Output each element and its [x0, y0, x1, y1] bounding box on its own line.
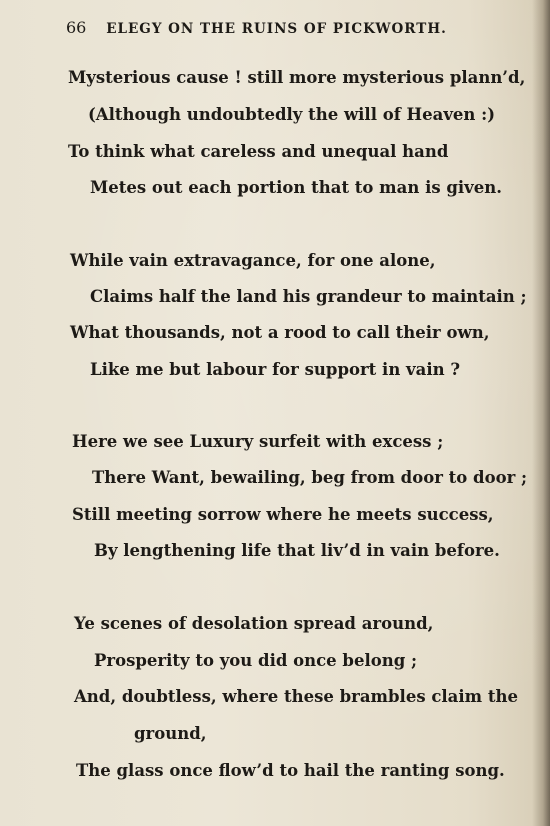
page-number: 66 — [66, 18, 87, 37]
page-header — [66, 18, 520, 37]
verse-line: The glass once flow’d to hail the ranting song. — [76, 761, 505, 780]
verse-line: Mysterious cause ! still more mysterious plann’d, — [68, 68, 526, 87]
verse-line: To think what careless and unequal hand — [68, 142, 449, 161]
verse-line: And, doubtless, where these brambles claim the — [74, 687, 518, 706]
verse-line: Claims half the land his grandeur to maintain ; — [90, 287, 527, 306]
verse-line: While vain extravagance, for one alone, — [70, 251, 436, 270]
verse-line: There Want, bewailing, beg from door to door ; — [92, 468, 528, 487]
verse-line: Here we see Luxury surfeit with excess ; — [72, 432, 444, 451]
verse-line: (Although undoubtedly the will of Heaven :) — [88, 105, 496, 124]
page-edge-shadow — [532, 0, 550, 826]
verse-line-continuation: ground, — [134, 724, 207, 743]
verse-line: Metes out each portion that to man is given. — [90, 178, 503, 197]
verse-line: Ye scenes of desolation spread around, — [74, 614, 434, 633]
verse-line: Like me but labour for support in vain ? — [90, 360, 461, 379]
verse-line: What thousands, not a rood to call their own, — [70, 323, 490, 342]
verse-line: Still meeting sorrow where he meets success, — [72, 505, 494, 524]
running-title: ELEGY ON THE RUINS OF PICKWORTH. — [106, 21, 447, 37]
verse-line: Prosperity to you did once belong ; — [94, 651, 418, 670]
verse-line: By lengthening life that liv’d in vain before. — [94, 541, 500, 560]
